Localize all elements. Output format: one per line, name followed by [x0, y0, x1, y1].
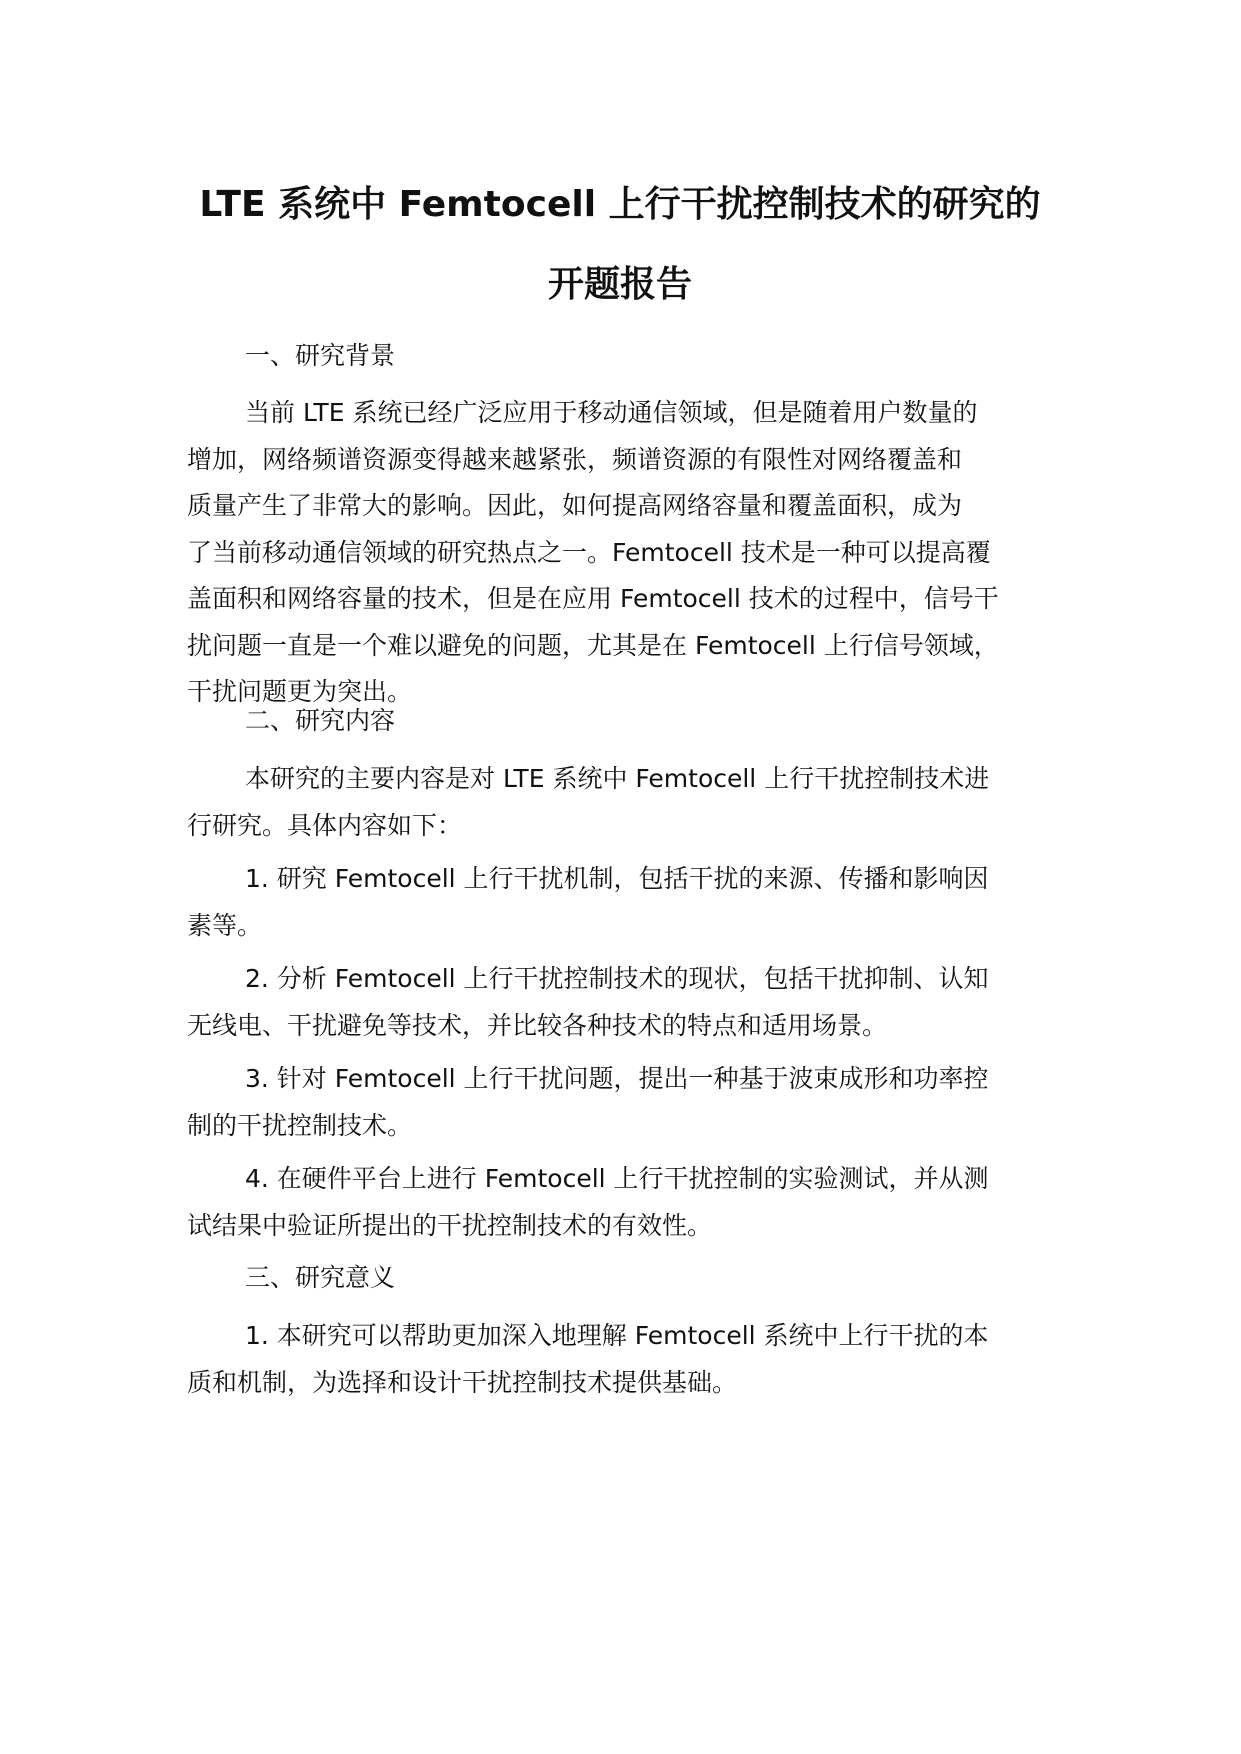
paragraph-line: 4. 在硬件平台上进行 Femtocell 上行干扰控制的实验测试，并从测	[245, 1164, 989, 1193]
section-heading-background: 一、研究背景	[245, 341, 396, 370]
list-item-1	[187, 856, 1053, 949]
paragraph-line: 1. 本研究可以帮助更加深入地理解 Femtocell 系统中上行干扰的本	[245, 1321, 989, 1350]
paragraph-line: 了当前移动通信领域的研究热点之一。Femtocell 技术是一种可以提高覆	[187, 537, 991, 567]
paragraph-line: 扰问题一直是一个难以避免的问题，尤其是在 Femtocell 上行信号领域，	[187, 630, 999, 660]
paragraph-background	[187, 390, 1053, 716]
paragraph-line: 试结果中验证所提出的干扰控制技术的有效性。	[187, 1210, 713, 1240]
list-item-3	[187, 1056, 1053, 1149]
significance-item-1	[187, 1313, 1053, 1406]
paragraph-content-intro	[187, 756, 1053, 849]
paragraph-line: 本研究的主要内容是对 LTE 系统中 Femtocell 上行干扰控制技术进	[245, 764, 990, 793]
paragraph-line: 质量产生了非常大的影响。因此，如何提高网络容量和覆盖面积，成为	[187, 491, 963, 520]
paragraph-line: 素等。	[187, 910, 263, 940]
document-title	[170, 165, 1070, 325]
paragraph-line: 增加，网络频谱资源变得越来越紧张，频谱资源的有限性对网络覆盖和	[187, 444, 963, 474]
list-item-2	[187, 956, 1053, 1049]
paragraph-line: 干扰问题更为突出。	[187, 677, 413, 706]
section-heading-significance: 三、研究意义	[245, 1263, 396, 1292]
title-line-2: 开题报告	[547, 264, 692, 305]
paragraph-line: 制的干扰控制技术。	[187, 1110, 413, 1140]
paragraph-line: 盖面积和网络容量的技术，但是在应用 Femtocell 技术的过程中，信号干	[187, 584, 999, 613]
paragraph-line: 质和机制，为选择和设计干扰控制技术提供基础。	[187, 1367, 738, 1397]
paragraph-line: 2. 分析 Femtocell 上行干扰控制技术的现状，包括干扰抑制、认知	[245, 964, 989, 993]
paragraph-line: 当前 LTE 系统已经广泛应用于移动通信领域，但是随着用户数量的	[245, 398, 978, 427]
paragraph-line: 无线电、干扰避免等技术，并比较各种技术的特点和适用场景。	[187, 1010, 888, 1040]
title-line-1: LTE 系统中 Femtocell 上行干扰控制技术的研究的	[199, 184, 1041, 225]
section-heading-content: 二、研究内容	[245, 706, 396, 735]
paragraph-line: 3. 针对 Femtocell 上行干扰问题，提出一种基于波束成形和功率控	[245, 1064, 989, 1093]
list-item-4	[187, 1156, 1053, 1249]
paragraph-line: 1. 研究 Femtocell 上行干扰机制，包括干扰的来源、传播和影响因	[245, 864, 989, 893]
paragraph-line: 行研究。具体内容如下：	[187, 810, 463, 840]
